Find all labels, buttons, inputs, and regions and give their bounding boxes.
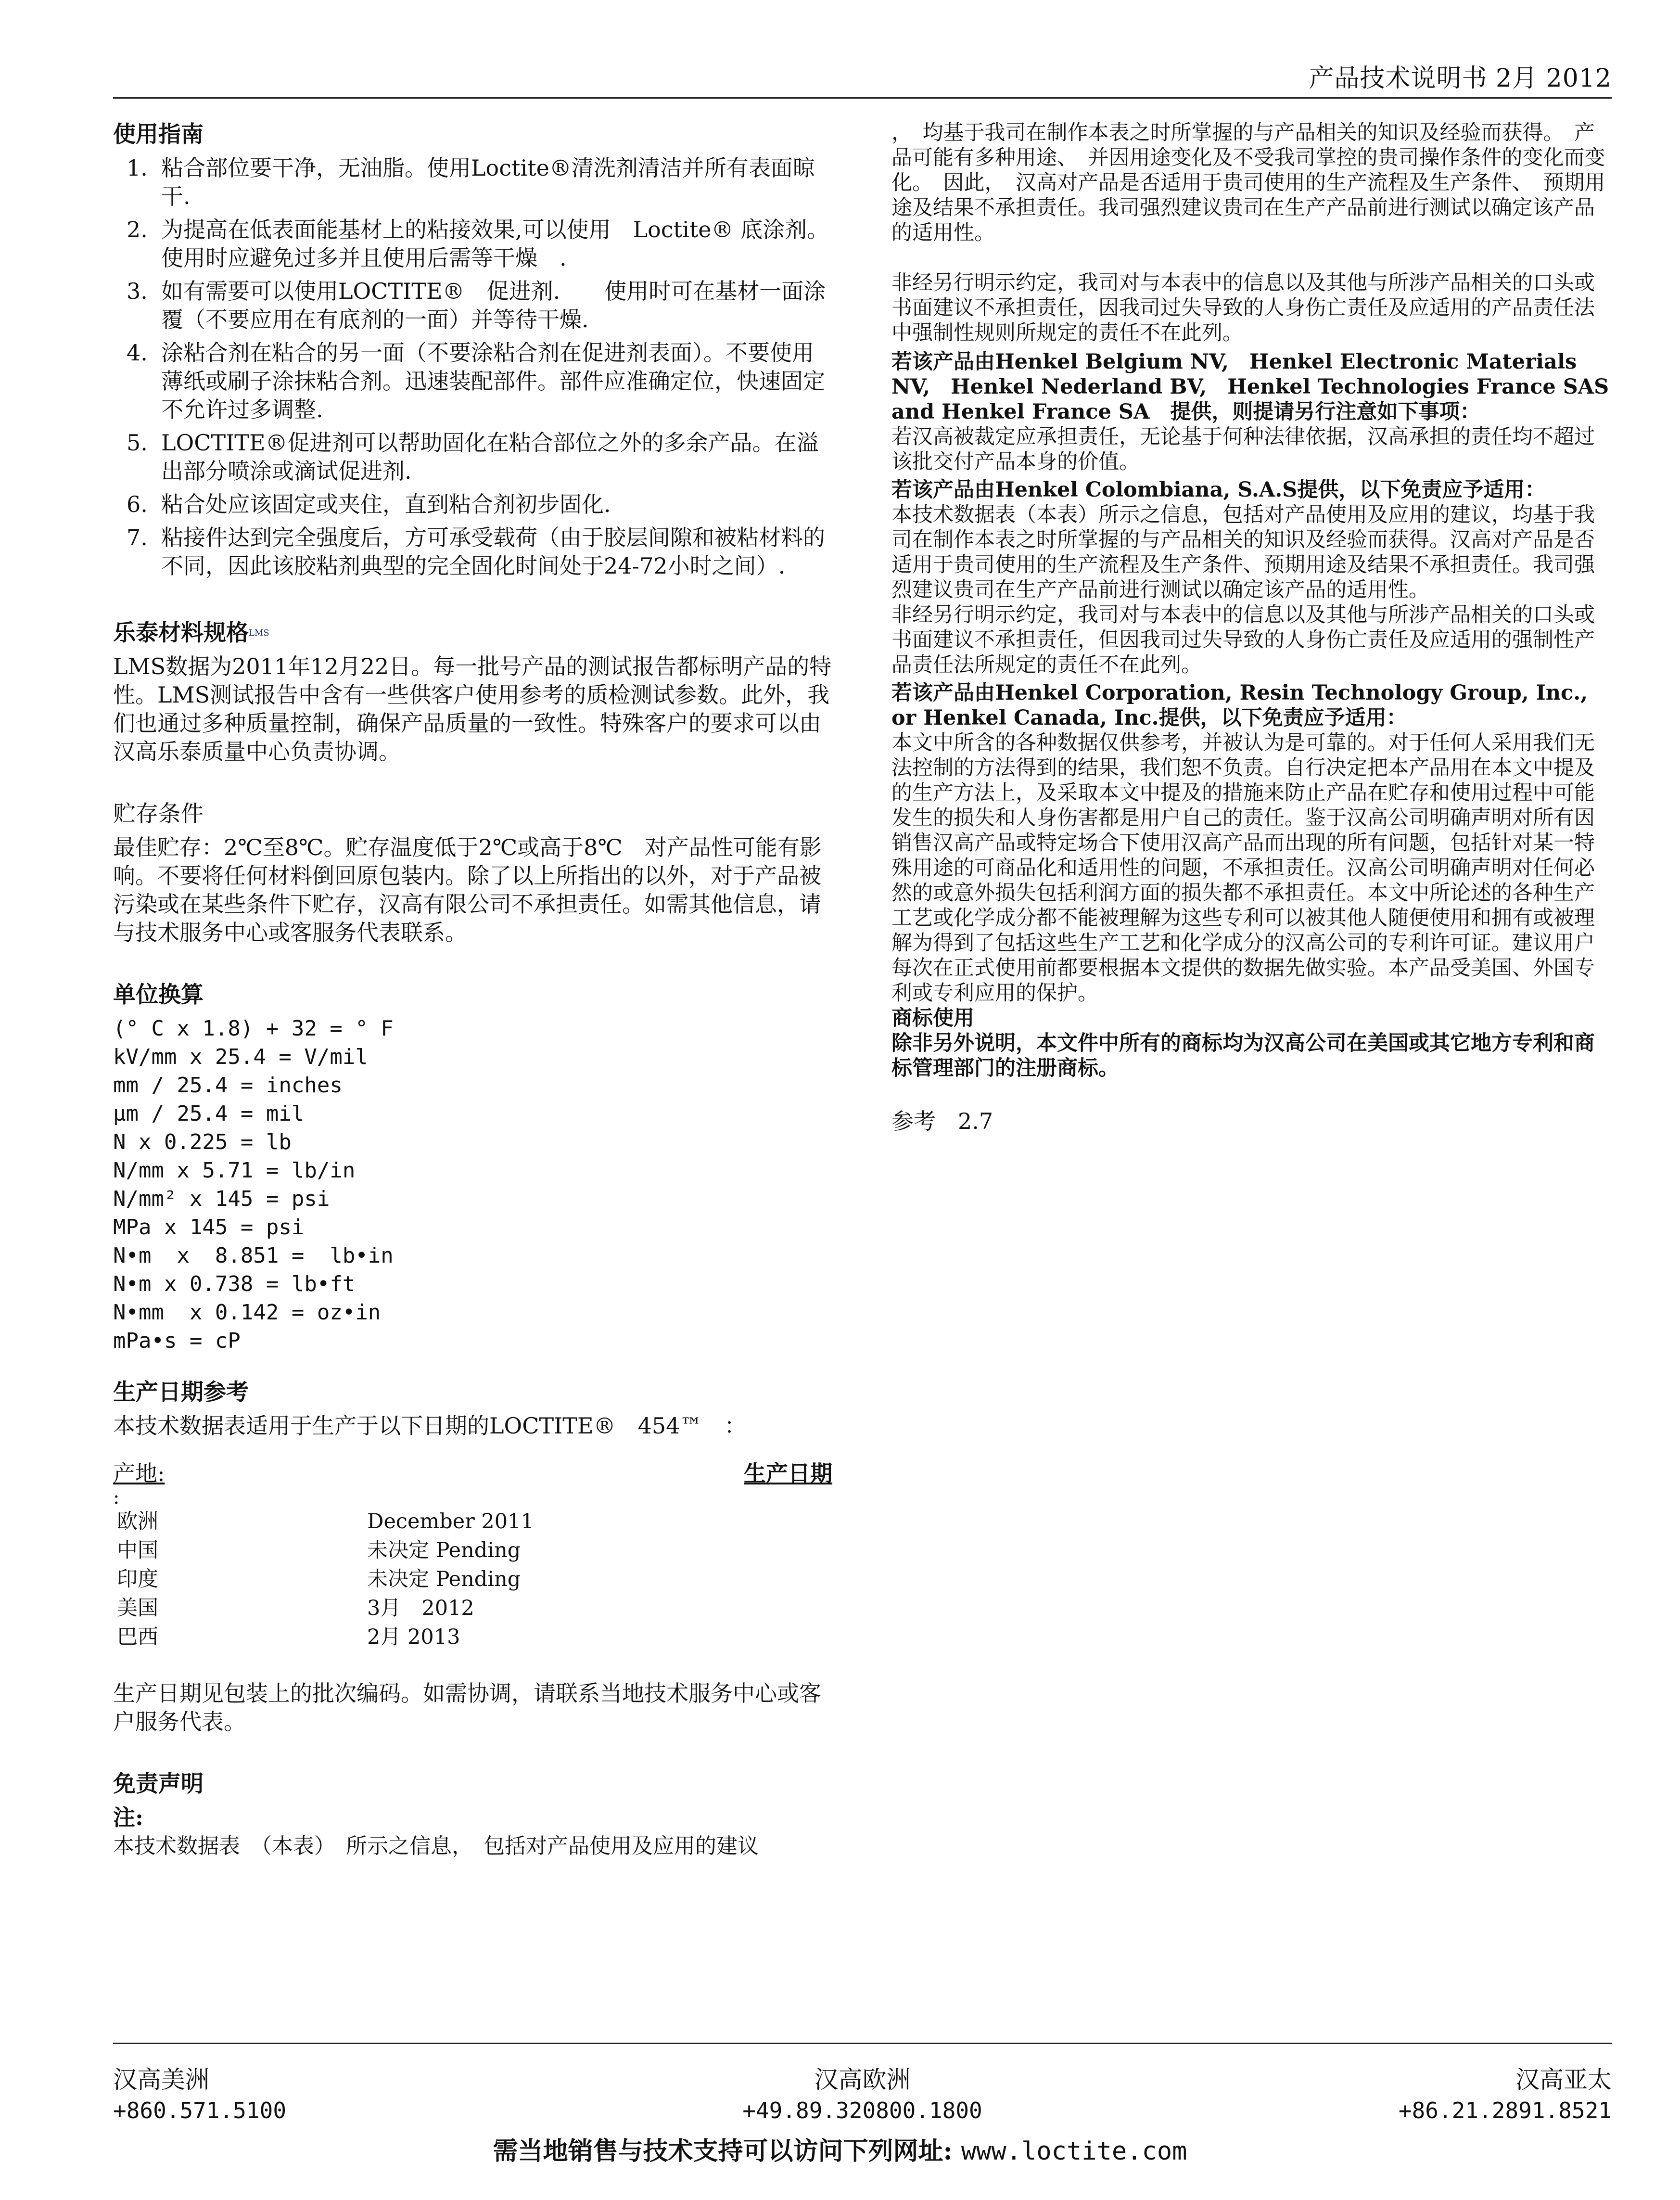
phone-number: +860.571.5100: [113, 2098, 287, 2123]
list-item: 3. 如有需要可以使用LOCTITE® 促进剂. 使用时可在基材一面涂覆（不要应用在有底剂的一面）并等待干燥.: [127, 278, 826, 333]
lms-text: LMS数据为2011年12月22日。每一批号产品的测试报告都标明产品的特性。LMS测试报告中含有一些供客户使用参考的质检测试参数。此外，我们也通过多种质量控制，确保产品质量的一致性。特殊客户的要求可以由汉高乐泰质量中心负责协调。: [113, 653, 832, 765]
list-item: 1. 粘合部位要干净，无油脂。使用Loctite®清洗剂清洁并所有表面晾干.: [127, 155, 815, 209]
header-colon: :: [113, 1486, 120, 1509]
table-row: 印度 未决定 Pending: [117, 1567, 521, 1591]
disclaimer-paragraph: 非经另行明示约定，我司对与本表中的信息以及其他与所涉产品相关的口头或书面建议不承担责任，但因我司过失导致的人身伤亡责任及应适用的强制性产品责任法所规定的责任不在此列。: [891, 603, 1595, 677]
production-note: 生产日期见包装上的批次编码。如需协调，请联系当地技术服务中心或客户服务代表。: [113, 1680, 821, 1735]
region-name: 汉高美洲: [113, 2066, 209, 2094]
production-table-header: [113, 1459, 832, 1488]
page-header: [113, 58, 1612, 99]
left-column: [113, 120, 832, 1860]
right-column: [891, 120, 1613, 1134]
date-column-header: 生产日期: [744, 1460, 832, 1486]
region-name: 汉高欧洲: [814, 2066, 911, 2094]
disclaimer-text-start: 本技术数据表 （本表） 所示之信息， 包括对产品使用及应用的建议: [113, 1834, 759, 1858]
lms-superscript: LMS: [249, 628, 269, 638]
table-row: 中国 未决定 Pending: [117, 1538, 521, 1562]
unit-line: N x 0.225 = lb: [113, 1130, 292, 1154]
unit-line: MPa x 145 = psi: [113, 1215, 305, 1240]
unit-conversions: [113, 1014, 832, 1355]
contact-americas: [113, 2064, 286, 2126]
disclaimer-paragraph: 非经另行明示约定，我司对与本表中的信息以及其他与所涉产品相关的口头或书面建议不承担责任，因我司过失导致的人身伤亡责任及应适用的产品责任法中强制性规则所规定的责任不在此列。: [891, 271, 1595, 345]
region-name: 汉高亚太: [1515, 2066, 1612, 2094]
unit-line: N/mm² x 145 = psi: [113, 1187, 330, 1211]
table-row: 美国 3月 2012: [117, 1596, 474, 1620]
support-line: [0, 2131, 1680, 2167]
table-row: 巴西 2月 2013: [117, 1625, 460, 1649]
storage-title: 贮存条件: [113, 801, 204, 827]
list-item: 4. 涂粘合剂在粘合的另一面（不要涂粘合剂在促进剂表面）。不要使用薄纸或刷子涂抹粘合剂。迅速装配部件。部件应准确定位，快速固定不允许过多调整.: [127, 340, 825, 422]
list-item: 6. 粘合处应该固定或夹住，直到粘合剂初步固化.: [127, 491, 611, 517]
usage-title: 使用指南: [113, 121, 204, 148]
website-link[interactable]: www.loctite.com: [961, 2137, 1187, 2166]
support-text: 需当地销售与技术支持可以访问下列网址:: [493, 2136, 953, 2166]
units-title: 单位换算: [113, 982, 204, 1008]
list-item: 2. 为提高在低表面能基材上的粘接效果,可以使用 Loctite® 底涂剂。使用时应避免过多并且使用后需等干燥 .: [127, 217, 829, 271]
unit-line: N/mm x 5.71 = lb/in: [113, 1158, 356, 1183]
list-item: 5. LOCTITE®促进剂可以帮助固化在粘合部位之外的多余产品。在溢出部分喷涂或滴试促进剂.: [127, 430, 819, 484]
disclaimer-heading: 若该产品由Henkel Colombiana, S.A.S提供，以下免责应予适用：: [891, 478, 1546, 502]
phone-number: +86.21.2891.8521: [1398, 2098, 1612, 2123]
lms-title: 乐泰材料规格$^{LMS}$: [113, 620, 269, 646]
contact-europe: [742, 2064, 982, 2126]
note-label: 注:: [113, 1804, 143, 1830]
disclaimer-title: 免责声明: [113, 1771, 204, 1797]
disclaimer-heading: 若该产品由Henkel Corporation, Resin Technology Group, Inc., or Henkel Canada, Inc.提供，以下免责应予适用：: [891, 681, 1588, 730]
production-title: 生产日期参考: [113, 1379, 249, 1406]
unit-line: mPa•s = cP: [113, 1329, 241, 1353]
unit-line: (° C x 1.8) + 32 = ° F: [113, 1016, 394, 1041]
unit-line: µm / 25.4 = mil: [113, 1101, 305, 1126]
trademark-text: 除非另外说明，本文件中所有的商标均为汉高公司在美国或其它地方专利和商标管理部门的注册商标。: [891, 1031, 1595, 1080]
unit-line: kV/mm x 25.4 = V/mil: [113, 1045, 368, 1069]
contact-asia: [1399, 2064, 1612, 2126]
reference-number: 参考 2.7: [891, 1108, 993, 1134]
production-date-table: [117, 1507, 534, 1651]
disclaimer-paragraph: ， 均基于我司在制作本表之时所掌握的与产品相关的知识及经验而获得。 产品可能有多种用途、 并因用途变化及不受我司掌控的贵司操作条件的变化而变化。 因此， 汉高对产品是否适用于贵司使用的生产流程及生产条件、 预期用途及结果不承担责任。我司强烈建议贵司在生产产品前进行测试以确定该产品的适用性。: [891, 121, 1605, 245]
region-column-header: 产地:: [113, 1460, 165, 1486]
usage-steps: [113, 154, 832, 580]
table-row: 欧洲 December 2011: [117, 1509, 534, 1534]
list-item: 7. 粘接件达到完全强度后，方可承受载荷（由于胶层间隙和被粘材料的不同，因此该胶粘剂典型的完全固化时间处于24-72小时之间）.: [127, 524, 825, 579]
disclaimer-paragraph: 本文中所含的各种数据仅供参考，并被认为是可靠的。对于任何人采用我们无法控制的方法得到的结果，我们恕不负责。自行决定把本产品用在本文中提及的生产方法上，及采取本文中提及的措施来防止产品在贮存和使用过程中可能发生的损失和人身伤害都是用户自己的责任。鉴于汉高公司明确声明对所有因销售汉高产品或特定场合下使用汉高产品而出现的所有问题，包括针对某一特殊用途的可商品化和适用性的问题，不承担责任。汉高公司明确声明对任何必然的或意外损失包括利润方面的损失都不承担责任。本文中所论述的各种生产工艺或化学成分都不能被理解为这些专利可以被其他人随便使用和拥有或被理解为得到了包括这些生产工艺和化学成分的汉高公司的专利许可证。建议用户每次在正式使用前都要根据本文提供的数据先做实验。本产品受美国、外国专利或专利应用的保护。: [891, 731, 1595, 1005]
storage-text: 最佳贮存：2℃至8℃。贮存温度低于2℃或高于8℃ 对产品性可能有影响。不要将任何材料倒回原包装内。除了以上所指出的以外，对于产品被污染或在某些条件下贮存，汉高有限公司不承担责任。如需其他信息，请与技术服务中心或客服务代表联系。: [113, 834, 822, 946]
footer-divider: [113, 2043, 1612, 2044]
disclaimer-paragraph: 本技术数据表（本表）所示之信息，包括对产品使用及应用的建议，均基于我司在制作本表之时所掌握的与产品相关的知识及经验而获得。汉高对产品是否适用于贵司使用的生产流程及生产条件、预期用途及结果不承担责任。我司强烈建议贵司在生产产品前进行测试以确定该产品的适用性。: [891, 503, 1595, 602]
phone-number: +49.89.320800.1800: [742, 2098, 982, 2123]
unit-line: N•m x 8.851 = lb•in: [113, 1243, 394, 1268]
trademark-title: 商标使用: [891, 1006, 974, 1030]
unit-line: N•m x 0.738 = lb•ft: [113, 1272, 356, 1296]
production-intro: 本技术数据表适用于生产于以下日期的LOCTITE® 454™ ：: [113, 1413, 747, 1439]
disclaimer-heading: 若该产品由Henkel Belgium NV, Henkel Electronic Materials NV, Henkel Nederland BV, Henkel Technologies France SAS and Henkel France SA 提供，则提请另行注意如下事项：: [891, 350, 1609, 424]
unit-line: N•mm x 0.142 = oz•in: [113, 1300, 381, 1325]
disclaimer-paragraph: 若汉高被裁定应承担责任，无论基于何种法律依据，汉高承担的责任均不超过该批交付产品本身的价值。: [891, 425, 1595, 474]
unit-line: mm / 25.4 = inches: [113, 1073, 343, 1098]
document-title: 产品技术说明书 2月 2012: [1309, 64, 1612, 93]
